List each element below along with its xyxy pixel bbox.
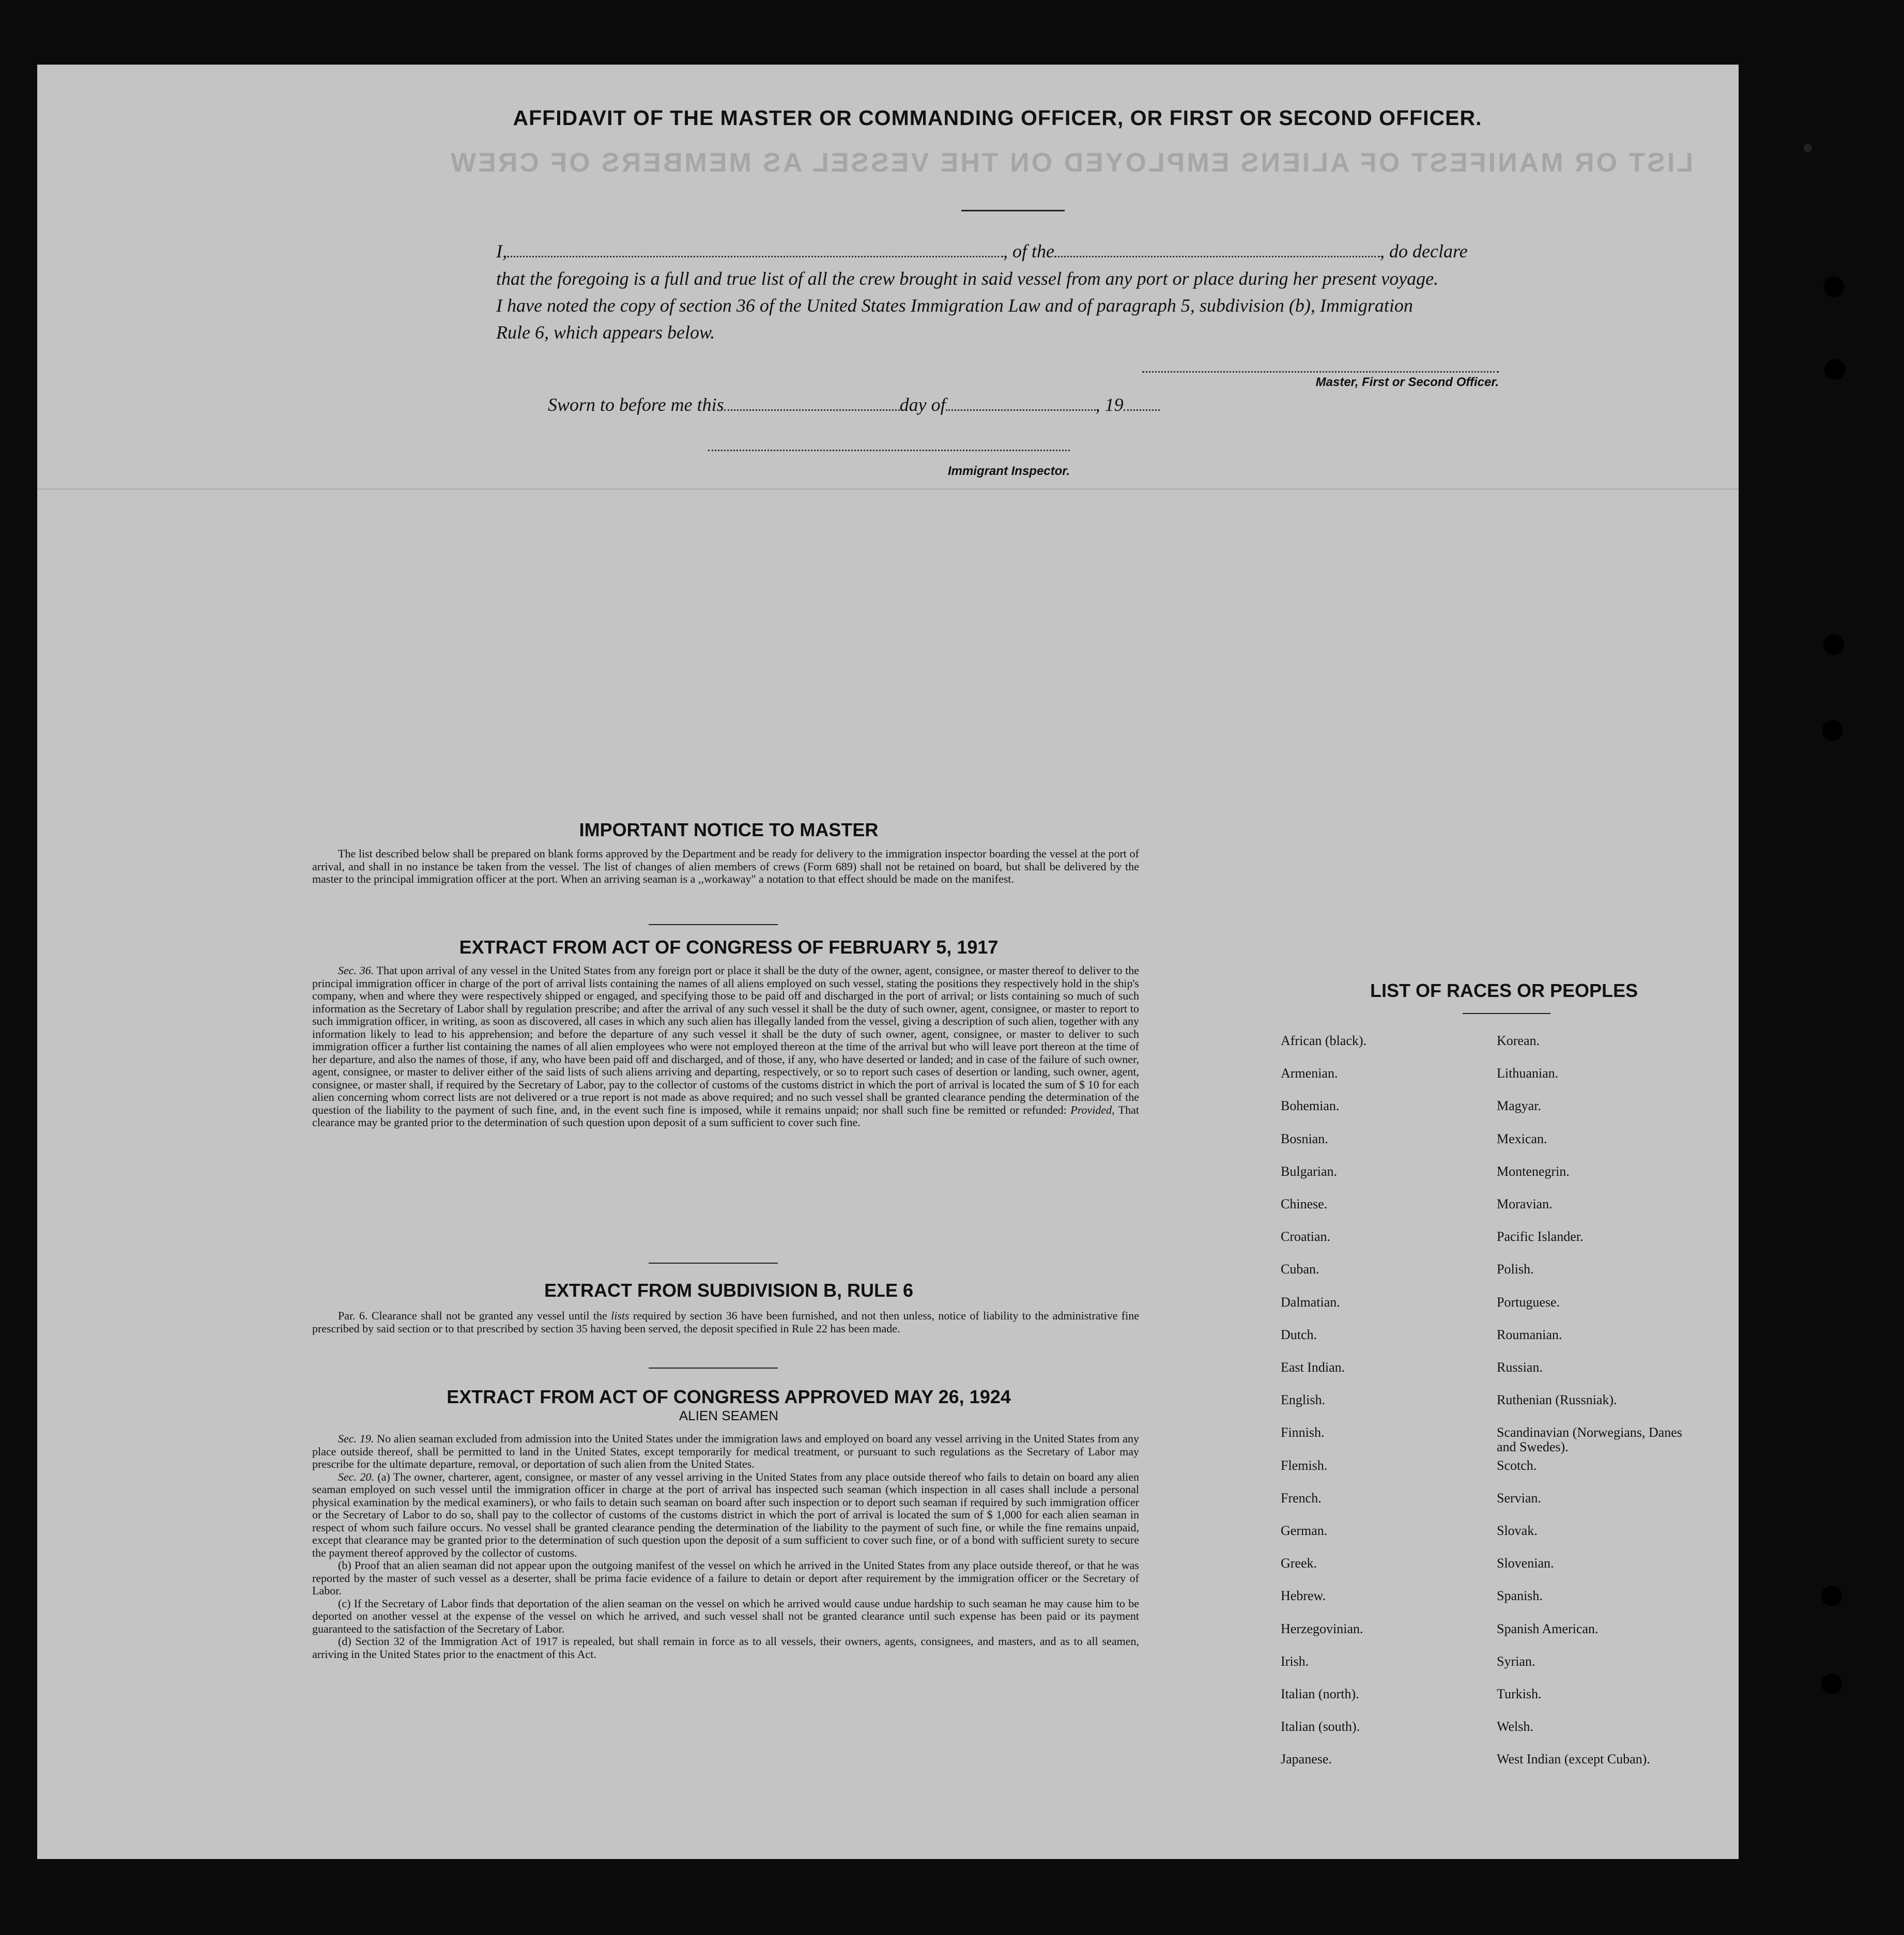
- section-20-label: Sec. 20.: [338, 1470, 374, 1483]
- race-item: Portuguese.: [1497, 1294, 1560, 1310]
- paper-crease: [37, 488, 1739, 490]
- section-20b-paragraph: (b) Proof that an alien seaman did not appear upon the outgoing manifest of the vessel on which he arrived in the United States from any place outside thereof, or that he was reported by the master of such vessel as a deserter, shall be prima facie evidence of a failure to detain or deport after requirement by the immigration officer or the Secretary of Labor.: [312, 1559, 1139, 1597]
- race-item: English.: [1281, 1392, 1325, 1408]
- race-item: Servian.: [1497, 1490, 1541, 1506]
- provided-label: Provided,: [1070, 1103, 1115, 1116]
- race-item: Korean.: [1497, 1033, 1540, 1048]
- affidavit-divider: [961, 210, 1065, 211]
- section-36-label: Sec. 36.: [338, 964, 374, 977]
- race-item: Armenian.: [1281, 1066, 1338, 1081]
- punch-hole: [1822, 720, 1843, 741]
- rule-6-body-a: Par. 6. Clearance shall not be granted any vessel until the: [338, 1309, 607, 1322]
- race-item: Welsh.: [1497, 1719, 1533, 1734]
- race-item: Magyar.: [1497, 1098, 1541, 1114]
- race-item: Spanish.: [1497, 1588, 1543, 1604]
- race-item: Pacific Islander.: [1497, 1229, 1584, 1245]
- race-item: Montenegrin.: [1497, 1163, 1570, 1179]
- punch-hole: [1823, 277, 1844, 297]
- section-19-label: Sec. 19.: [338, 1432, 374, 1445]
- notice-title: IMPORTANT NOTICE TO MASTER: [579, 819, 879, 840]
- race-item: Croatian.: [1281, 1229, 1331, 1245]
- races-divider: [1463, 1013, 1550, 1014]
- declarant-label: I,: [496, 241, 507, 262]
- race-item: Japanese.: [1281, 1752, 1332, 1767]
- race-item: Bosnian.: [1281, 1131, 1328, 1146]
- race-item: Ruthenian (Russniak).: [1497, 1392, 1617, 1408]
- vessel-of-label: , of the: [1003, 241, 1054, 262]
- race-item: Flemish.: [1281, 1457, 1328, 1473]
- race-item: Bohemian.: [1281, 1098, 1340, 1114]
- race-item: Italian (north).: [1281, 1686, 1359, 1701]
- extract-1917-title: EXTRACT FROM ACT OF CONGRESS OF FEBRUARY 5, 1917: [459, 936, 999, 958]
- race-item: West Indian (except Cuban).: [1497, 1752, 1650, 1767]
- rule-6-title: EXTRACT FROM SUBDIVISION B, RULE 6: [544, 1280, 914, 1301]
- race-item: Slovenian.: [1497, 1556, 1554, 1571]
- affidavit-line-2: that the foregoing is a full and true list of all the crew brought in said vessel from any port or place during her present voyage.: [496, 268, 1439, 289]
- races-title: LIST OF RACES OR PEOPLES: [1370, 980, 1638, 1001]
- year-label: , 19: [1095, 394, 1124, 415]
- race-item: Cuban.: [1281, 1262, 1319, 1277]
- race-item: Syrian.: [1497, 1653, 1536, 1669]
- inspector-signature-line: [708, 450, 1070, 451]
- master-signature-label: Master, First or Second Officer.: [1315, 375, 1499, 389]
- day-of-label: day of: [899, 394, 946, 415]
- punch-hole: [1821, 1673, 1842, 1694]
- race-item: Slovak.: [1497, 1523, 1538, 1538]
- section-36-body: That upon arrival of any vessel in the United States from any foreign port or place it shall be the duty of the owner, agent, consignee, or master thereof to deliver to the principal immigration officer in charge of the port of arrival lists containing the names of all aliens employed on such vessel, stating the positions they respectively hold in the ship's company, when and where they were respectively shipped or engaged, and specifying those to be paid off and discharged in the port of arrival; or lists containing so much of such information as the Secretary of Labor shall by regulation prescribe; and after the arrival of any such vessel it shall be the duty of such owner, agent, consignee, or master to report to such immigration officer, in writing, as soon as discovered, all cases in which any such alien has illegally landed from the vessel, giving a description of such alien, together with any information likely to lead to his apprehension; and before the departure of any such vessel it shall be the duty of such owner, agent, consignee, or master to deliver to such immigration officer a further list containing the names of all alien employees who were not employed thereon at the time of the arrival but who will leave port thereon at the time of her departure, and also the names of those, if any, who have been paid off and discharged, and of those, if any, who have deserted or landed; and in case of the failure of such owner, agent, consignee, or master to deliver either of the said lists of such aliens arriving and departing, respectively, or so to report such cases of desertion or landing, such owner, agent, consignee, or master shall, if required by the Secretary of Labor, pay to the collector of customs of the customs district in which the port of arrival is located the sum of $ 10 for each alien concerning whom correct lists are not delivered or a true report is not made as above required; and no such vessel shall be granted clearance pending the determination of the question of the liability to the payment of such fine, and, in the event such fine is imposed, while it remains unpaid; nor shall such fine be remitted or refunded:: [312, 964, 1140, 1116]
- rule-6-paragraph: [312, 1310, 1139, 1335]
- punch-hole: [1821, 1586, 1842, 1606]
- section-20d-paragraph: (d) Section 32 of the Immigration Act of 1917 is repealed, but shall remain in force as to all vessels, their owners, agents, consignees, and masters, and as to all seamen, arriving in the United States prior to the enactment of this Act.: [312, 1635, 1139, 1661]
- race-item: Chinese.: [1281, 1196, 1328, 1211]
- race-item: Dutch.: [1281, 1327, 1317, 1342]
- affidavit-title: AFFIDAVIT OF THE MASTER OR COMMANDING OFFICER, OR FIRST OR SECOND OFFICER.: [513, 106, 1482, 130]
- declare-label: , do declare: [1379, 241, 1468, 262]
- section-19-body: No alien seaman excluded from admission into the United States under the immigration laws and employed on board any vessel arriving in the United States from any place outside thereof, shall be permitted to land in the United States, except temporarily for medical treatment, or pursuant to such regulations as the Secretary of Labor may prescribe for the ultimate departure, removal, or deportation of such alien from the United States.: [312, 1432, 1139, 1470]
- race-item: Turkish.: [1497, 1686, 1542, 1701]
- lists-word: lists: [611, 1309, 629, 1322]
- sworn-day-field: [724, 396, 900, 411]
- punch-hole: [1823, 634, 1844, 655]
- act-1924-text: [312, 1433, 1139, 1661]
- rule-6-body-b: required by section 36 have been furnished, and not then unless, notice of liability to the administrative fine prescribed by said section or to that prescribed by section 35 having been served, the deposit specified in Rule 22 has been made.: [312, 1309, 1140, 1335]
- race-item: Roumanian.: [1497, 1327, 1562, 1342]
- race-item: Hebrew.: [1281, 1588, 1326, 1604]
- race-item: Scandinavian (Norwegians, Danes and Swedes).: [1497, 1425, 1682, 1455]
- affidavit-line-1: [496, 240, 1504, 262]
- race-item: Spanish American.: [1497, 1621, 1599, 1636]
- race-item: Finnish.: [1281, 1425, 1325, 1440]
- race-item: Lithuanian.: [1497, 1066, 1559, 1081]
- vessel-name-field: [1054, 242, 1380, 257]
- inspector-signature-label: Immigrant Inspector.: [947, 464, 1070, 478]
- act-1924-subtitle: ALIEN SEAMEN: [679, 1408, 779, 1423]
- race-item: African (black).: [1281, 1033, 1367, 1048]
- declarant-name-field: [507, 242, 1003, 257]
- race-item: Bulgarian.: [1281, 1163, 1338, 1179]
- race-item: East Indian.: [1281, 1360, 1345, 1375]
- sworn-line: [548, 394, 1160, 416]
- race-item: Dalmatian.: [1281, 1294, 1340, 1310]
- race-item: Irish.: [1281, 1653, 1309, 1669]
- sworn-year-field: [1124, 396, 1160, 411]
- race-item: Italian (south).: [1281, 1719, 1360, 1734]
- section-36-paragraph: [312, 964, 1139, 1129]
- race-item: Moravian.: [1497, 1196, 1553, 1211]
- act-1924-title: EXTRACT FROM ACT OF CONGRESS APPROVED MAY 26, 1924: [447, 1386, 1011, 1407]
- race-item: Russian.: [1497, 1360, 1543, 1375]
- notice-text: [312, 848, 1139, 886]
- race-item: German.: [1281, 1523, 1328, 1538]
- race-item: Greek.: [1281, 1556, 1317, 1571]
- race-item: Herzegovinian.: [1281, 1621, 1363, 1636]
- race-item: French.: [1281, 1490, 1322, 1506]
- rule-6-text: [312, 1310, 1139, 1335]
- extract-1917-text: [312, 964, 1139, 1129]
- bleed-through-header: LIST OR MANIFEST OF ALIENS EMPLOYED ON THE VESSEL AS MEMBERS OF CREW: [449, 148, 1693, 178]
- notice-divider: [649, 924, 778, 925]
- extract-1917-divider: [649, 1263, 778, 1264]
- punch-hole: [1824, 359, 1845, 380]
- section-20c-paragraph: (c) If the Secretary of Labor finds that deportation of the alien seaman on the vessel on which he arrived would cause undue hardship to such seaman he may cause him to be deported on another vessel at the expense of the vessel on which he arrived, and such vessel shall not be granted clearance until such expense has been paid or its payment guaranteed to the satisfaction of the Secretary of Labor.: [312, 1596, 1139, 1635]
- race-item: Polish.: [1497, 1262, 1534, 1277]
- rule-6-divider: [649, 1368, 778, 1369]
- sworn-month-field: [946, 396, 1096, 411]
- race-item: Scotch.: [1497, 1457, 1537, 1473]
- affidavit-line-4: Rule 6, which appears below.: [496, 322, 715, 343]
- edge-mark: [1804, 144, 1812, 152]
- section-20a-paragraph: [312, 1471, 1139, 1560]
- master-signature-line: [1142, 371, 1499, 373]
- section-20a-body: (a) The owner, charterer, agent, consignee, or master of any vessel arriving in the United States from any place outside thereof who fails to detain on board any alien seaman employed on such vessel until the immigration officer in charge at the port of arrival has inspected such seaman (which inspection in all cases shall include a personal physical examination by the medical examiners), or who fails to detain such seaman on board after such inspection or to deport such seaman if required by such immigration officer or the Secretary of Labor to do so, shall pay to the collector of customs of the customs district in which the port of arrival is located the sum of $ 1,000 for each alien seaman in respect of whom such failure occurs. No vessel shall be granted clearance pending the determination of the liability to the payment of such fine, or while the fine remains unpaid, except that clearance may be granted prior to the determination of such question upon the deposit of a sum sufficient to cover such fine, or of a bond with sufficient surety to secure the payment thereof approved by the collector of customs.: [312, 1470, 1140, 1559]
- section-36-proviso: That clearance may be granted prior to the determination of such question upon deposit of a sum sufficient to cover such fine.: [312, 1103, 1139, 1129]
- notice-paragraph: The list described below shall be prepared on blank forms approved by the Department and be ready for delivery to the immigration inspector boarding the vessel at the port of arrival, and shall in no instance be taken from the vessel. The list of changes of alien members of crews (Form 689) shall not be retained on board, but shall be delivered by the master to the principal immigration officer at the port. When an arriving seaman is a ,,workaway" a notation to that effect should be made on the manifest.: [312, 847, 1139, 885]
- affidavit-line-3: I have noted the copy of section 36 of the United States Immigration Law and of paragraph 5, subdivision (b), Immigration: [496, 295, 1413, 316]
- race-item: Mexican.: [1497, 1131, 1547, 1146]
- section-19-paragraph: [312, 1433, 1139, 1471]
- sworn-label: Sworn to before me this: [548, 394, 724, 415]
